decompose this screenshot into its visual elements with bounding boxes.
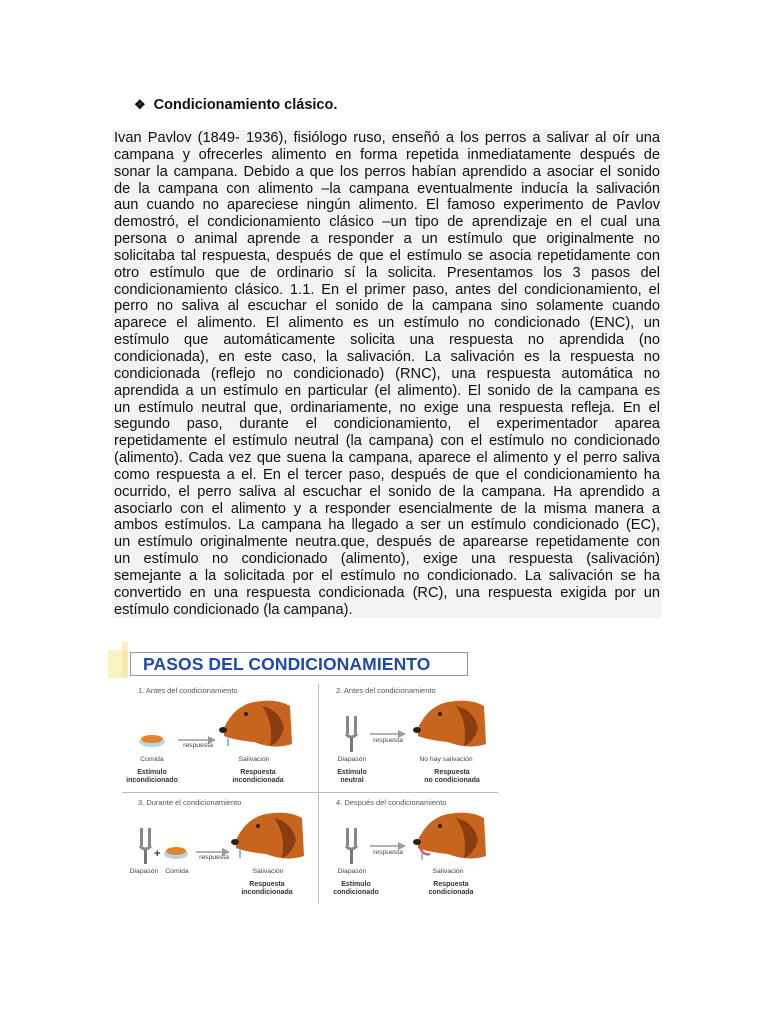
paragraph-line: semejante a la solicitada por el estímulo no condicionado. La salivación se ha (114, 567, 660, 584)
paragraph-line: aun cuando no apareciese ningún alimento. El famoso experimento de Pavlov (114, 197, 660, 214)
paragraph-line: ocurrido, el perro saliva al escuchar el sonido de la campana. Ha aprendido a (114, 483, 660, 500)
paragraph-line: segundo paso, durante el condicionamiento, el experimentador aparea (114, 416, 660, 433)
plus-icon: + (154, 848, 161, 860)
paragraph-line: demostró, el condicionamiento clásico –un tipo de aprendizaje en el cual una (114, 214, 660, 231)
paragraph-line: un estímulo originalmente neutra.que, después de aparearse repetidamente con (114, 534, 660, 551)
tuning-fork-icon (346, 716, 357, 752)
paragraph-line: como respuesta a el. En el tercer paso, después de que el condicionamiento ha (114, 466, 660, 483)
dog-head-icon (413, 701, 486, 747)
bullet-icon: ❖ (134, 97, 146, 112)
panel-title: 1. Antes del condicionamiento (138, 686, 238, 695)
panel-3: 3. Durante el condicionamiento + Diapasón Comida respuesta Salivación Respuesta incondicionada (122, 796, 316, 902)
paragraph-line: de la campana con alimento –la campana eventualmente inducía la salivación (114, 180, 660, 197)
heading-text: Condicionamiento clásico (153, 97, 334, 113)
paragraph-line: aparece el alimento. El alimento es un estímulo no condicionado (ENC), un (114, 315, 660, 332)
tuning-fork-icon (140, 828, 151, 864)
paragraph-line: repetidamente el estímulo neutral (la campana) con el estímulo no condicionado (114, 433, 660, 450)
figure-title: PASOS DEL CONDICIONAMIENTO (143, 653, 431, 674)
panel-4: 4. Después del condicionamiento Diapasón respuesta Salivación Estímulo condicionado Respuesta condicionada (320, 796, 514, 902)
paragraph-line: un estímulo neutral que, ordinariamente, no exige una respuesta refleja. En el (114, 399, 660, 416)
paragraph-line: otro estímulo que de ordinario sí la solicita. Presentamos los 3 pasos del (114, 264, 660, 281)
paragraph-line: sonar la campana. Debido a que los perros habían aprendido a asociar el sonido (114, 163, 660, 180)
paragraph-line: condicionamiento clásico. 1.1. En el primer paso, antes del condicionamiento, el (114, 281, 660, 298)
paragraph-line: persona o animal aprende a responder a un estímulo que originalmente no (114, 231, 660, 248)
paragraph-line: un estímulo no condicionado (alimento), exige una respuesta (salivación) (114, 551, 660, 568)
paragraph-line: asociarlo con el alimento y a responder esencialmente de la misma manera a (114, 500, 660, 517)
figure-title-box (130, 652, 468, 676)
divider-horizontal (122, 792, 498, 793)
panel-1: 1. Antes del condicionamiento Comida respuesta Salivación Estímulo incondicionado Respuesta incondicionada (122, 684, 316, 790)
dog-head-icon (219, 701, 292, 747)
paragraph-line: estímulo que automáticamente solicita una respuesta no aprendida (no (114, 332, 660, 349)
paragraph-line: aprendida a un estímulo en particular (el alimento). El sonido de la campana es (114, 382, 660, 399)
paragraph-line: solicitaba tal respuesta, después de que el estímulo se asocia repetidamente con (114, 247, 660, 264)
paragraph-line: condicionada (reflejo no condicionado) (RNC), una respuesta automática no (114, 365, 660, 382)
paragraph-line: campana y ofrecerles alimento en forma repetida inmediatamente después de (114, 146, 660, 163)
paragraph-line: estímulo condicionado (la campana). (114, 601, 353, 618)
paragraph-line: convertido en una respuesta condicionada (RC), una respuesta exigida por un (114, 584, 660, 601)
paragraph-line: condicionada), en este caso, la salivación. La salivación es la respuesta no (114, 348, 660, 365)
paragraph-line: (alimento). Cada vez que suena la campana, aparece el alimento y el perro saliva (114, 450, 660, 467)
panel-2: 2. Antes del condicionamiento Diapasón respuesta No hay salivación Estímulo neutral Respuesta no condicionada (320, 684, 514, 790)
divider-vertical (318, 684, 319, 904)
paragraph-line: Ivan Pavlov (1849- 1936), fisiólogo ruso, enseñó a los perros a salivar al oír una (114, 130, 660, 146)
dog-head-icon (231, 813, 304, 859)
panel-title: 2. Antes del condicionamiento (336, 686, 436, 695)
section-heading: ❖ Condicionamiento clásico. (134, 97, 338, 113)
body-paragraph (112, 130, 662, 618)
panel-title: 3. Durante el condicionamiento (138, 798, 242, 807)
dog-head-icon (413, 813, 486, 860)
tuning-fork-icon (346, 828, 357, 864)
conditioning-figure (108, 642, 498, 904)
paragraph-line: perro no saliva al escuchar el sonido de la campana sino solamente cuando (114, 298, 660, 315)
panel-title: 4. Después del condicionamiento (336, 798, 447, 807)
paragraph-line: ambos estímulos. La campana ha llegado a ser un estímulo condicionado (EC), (114, 517, 660, 534)
